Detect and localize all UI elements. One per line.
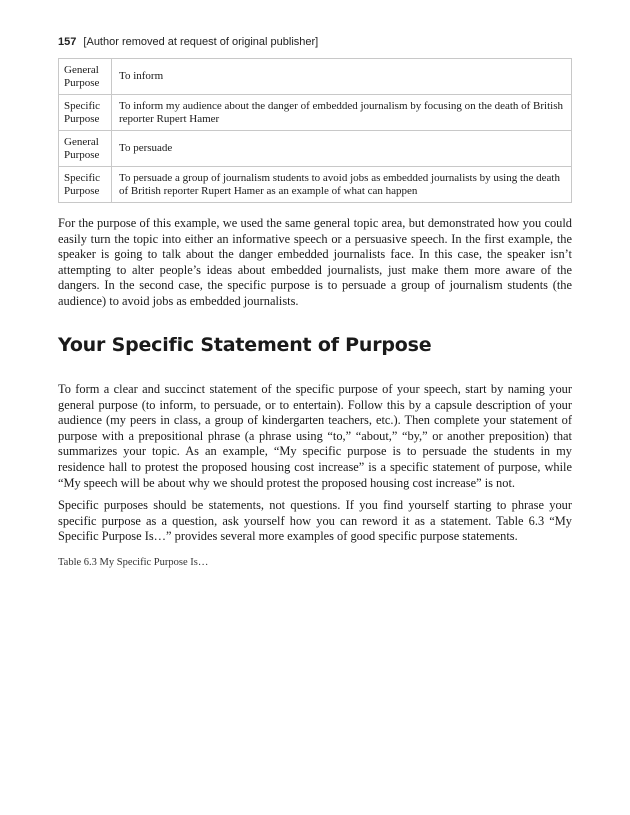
purpose-type-cell: General Purpose bbox=[59, 131, 112, 167]
statement-instructions-paragraph: To form a clear and succinct statement of the specific purpose of your speech, start by naming your general purpose (to inform, to persuade, or to entertain). Follow this by a capsule description of your audience (my peers in class, a group of kindergarten teachers, etc.). Then complete your statement of purpose with a prepositional phrase (a phrase using “to,” “about,” “by,” or another preposition) that summarizes your topic. As an example, “My specific purpose is to persuade the students in my residence hall to protest the proposed housing cost increase” is a specific statement of purpose, while “My speech will be about why we should protest the proposed housing cost increase” is not. bbox=[58, 382, 572, 490]
purpose-text-cell: To persuade a group of journalism students to avoid jobs as embedded journalists by using the death of British reporter Rupert Hamer as an example of what can happen bbox=[112, 167, 572, 203]
running-header bbox=[58, 36, 318, 48]
table-caption: Table 6.3 My Specific Purpose Is… bbox=[58, 557, 209, 568]
purpose-type-cell: Specific Purpose bbox=[59, 95, 112, 131]
table-row bbox=[59, 167, 572, 203]
example-explanation-paragraph: For the purpose of this example, we used the same general topic area, but demonstrated how you could easily turn the topic into either an informative speech or a persuasive speech. In the first example, the speaker is going to talk about the danger embedded journalists face. In this case, the speaker isn’t attempting to alter people’s ideas about embedded journalists, just make them more aware of the dangers. In the second case, the specific purpose is to persuade a group of journalism students (the audience) to avoid jobs as embedded journalists. bbox=[58, 216, 572, 308]
purpose-text-cell: To persuade bbox=[112, 131, 572, 167]
purpose-type-cell: Specific Purpose bbox=[59, 167, 112, 203]
section-heading: Your Specific Statement of Purpose bbox=[58, 334, 432, 356]
purpose-type-cell: General Purpose bbox=[59, 59, 112, 95]
page-number: 157 bbox=[58, 36, 77, 48]
purpose-table bbox=[58, 58, 572, 203]
table-row bbox=[59, 59, 572, 95]
purpose-text-cell: To inform bbox=[112, 59, 572, 95]
table-row bbox=[59, 95, 572, 131]
table-row bbox=[59, 131, 572, 167]
statements-not-questions-paragraph: Specific purposes should be statements, not questions. If you find yourself starting to phrase your specific purpose as a question, ask yourself how you can reword it as a statement. Table 6.3 “My Specific Purpose Is…” provides several more examples of good specific purpose statements. bbox=[58, 498, 572, 544]
running-title: [Author removed at request of original publisher] bbox=[83, 36, 319, 48]
purpose-text-cell: To inform my audience about the danger of embedded journalism by focusing on the death of British reporter Rupert Hamer bbox=[112, 95, 572, 131]
